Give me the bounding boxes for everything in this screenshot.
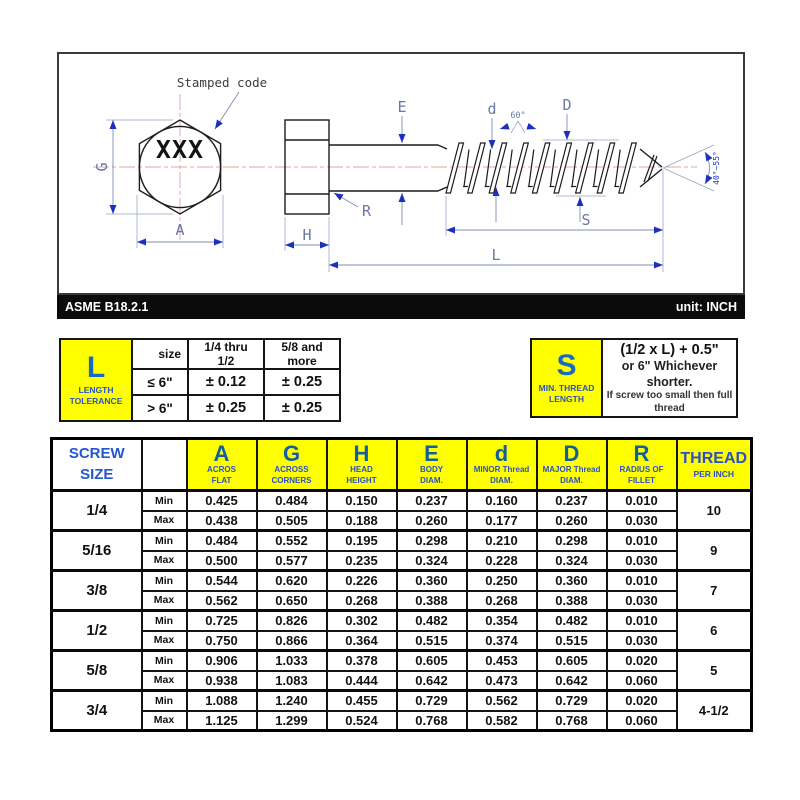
min-R: 0.010	[607, 571, 677, 591]
min-G: 0.552	[257, 531, 327, 551]
l-symbol: L	[86, 350, 106, 384]
min-G: 0.620	[257, 571, 327, 591]
spec-row-1/2-min	[52, 611, 752, 631]
r-dim-label: R	[362, 202, 372, 220]
column-header-d: d MINOR Thread DIAM.	[467, 439, 537, 491]
min-E: 0.482	[397, 611, 467, 631]
max-label: Max	[142, 631, 187, 651]
min-R: 0.010	[607, 491, 677, 511]
spec-row-3/8-max	[52, 591, 752, 611]
min-D: 0.729	[537, 691, 607, 711]
l-row2-val2: ± 0.25	[264, 395, 340, 421]
l-caption: LENGTH TOLERANCE	[69, 384, 123, 406]
min-label: Min	[142, 611, 187, 631]
stamped-code-label: Stamped code	[176, 75, 268, 90]
s-caption: MIN. THREAD LENGTH	[538, 382, 595, 404]
min-d: 0.160	[467, 491, 537, 511]
s-symbol-cell	[532, 340, 603, 416]
min-R: 0.010	[607, 611, 677, 631]
max-D: 0.260	[537, 511, 607, 531]
max-G: 0.650	[257, 591, 327, 611]
max-d: 0.268	[467, 591, 537, 611]
max-R: 0.030	[607, 511, 677, 531]
spec-table-body	[52, 491, 752, 731]
tpi-3/8: 7	[677, 571, 752, 611]
l-header-large: 5/8 and more	[264, 339, 340, 369]
l-header-size: size	[132, 339, 188, 369]
max-E: 0.768	[397, 711, 467, 731]
a-dim-label: A	[175, 221, 185, 239]
spec-row-3/4-max	[52, 711, 752, 731]
min-d: 0.250	[467, 571, 537, 591]
max-d: 0.374	[467, 631, 537, 651]
max-E: 0.515	[397, 631, 467, 651]
min-D: 0.237	[537, 491, 607, 511]
length-tolerance-table	[59, 338, 341, 422]
l-row1-val2: ± 0.25	[264, 369, 340, 395]
spec-row-1/4-min	[52, 491, 752, 511]
lag-screw-drawing	[59, 54, 743, 293]
max-A: 0.438	[187, 511, 257, 531]
column-header-E: E BODY DIAM.	[397, 439, 467, 491]
size-3/4: 3/4	[52, 691, 142, 731]
l-header-small: 1/4 thru 1/2	[188, 339, 264, 369]
max-D: 0.768	[537, 711, 607, 731]
spec-row-3/4-min	[52, 691, 752, 711]
min-A: 0.906	[187, 651, 257, 671]
max-D: 0.515	[537, 631, 607, 651]
min-A: 0.544	[187, 571, 257, 591]
l-row1-size: ≤ 6"	[132, 369, 188, 395]
max-H: 0.524	[327, 711, 397, 731]
min-G: 0.826	[257, 611, 327, 631]
e-dim-label: E	[397, 98, 407, 116]
spec-row-1/4-max	[52, 511, 752, 531]
min-label: Min	[142, 691, 187, 711]
max-D: 0.642	[537, 671, 607, 691]
max-label: Max	[142, 591, 187, 611]
min-D: 0.360	[537, 571, 607, 591]
min-E: 0.605	[397, 651, 467, 671]
s-formula-cell	[603, 340, 736, 416]
s-dim-label: S	[581, 211, 591, 229]
spec-row-5/16-min	[52, 531, 752, 551]
l-dim-label: L	[491, 246, 501, 264]
max-A: 0.938	[187, 671, 257, 691]
max-d: 0.228	[467, 551, 537, 571]
max-H: 0.444	[327, 671, 397, 691]
max-label: Max	[142, 671, 187, 691]
min-D: 0.605	[537, 651, 607, 671]
column-header-D: D MAJOR Thread DIAM.	[537, 439, 607, 491]
min-E: 0.298	[397, 531, 467, 551]
max-D: 0.324	[537, 551, 607, 571]
max-H: 0.235	[327, 551, 397, 571]
min-max-header-empty	[142, 439, 187, 491]
point-angle-label: 40°~55°	[712, 151, 721, 185]
stamped-code-leader	[215, 92, 239, 129]
s-formula: (1/2 x L) + 0.5"	[620, 341, 719, 358]
min-H: 0.226	[327, 571, 397, 591]
min-G: 1.033	[257, 651, 327, 671]
h-dim-label: H	[302, 226, 312, 244]
max-G: 1.083	[257, 671, 327, 691]
min-R: 0.020	[607, 651, 677, 671]
min-d: 0.562	[467, 691, 537, 711]
tpi-5/16: 9	[677, 531, 752, 571]
max-H: 0.268	[327, 591, 397, 611]
min-H: 0.302	[327, 611, 397, 631]
drawing-frame	[57, 52, 745, 295]
min-thread-length-box	[530, 338, 738, 418]
min-R: 0.010	[607, 531, 677, 551]
spec-row-5/16-max	[52, 551, 752, 571]
max-R: 0.030	[607, 591, 677, 611]
tpi-1/2: 6	[677, 611, 752, 651]
spec-row-3/8-min	[52, 571, 752, 591]
min-E: 0.237	[397, 491, 467, 511]
min-label: Min	[142, 491, 187, 511]
min-R: 0.020	[607, 691, 677, 711]
min-D: 0.298	[537, 531, 607, 551]
spec-header-row	[52, 439, 752, 491]
size-1/2: 1/2	[52, 611, 142, 651]
min-A: 0.484	[187, 531, 257, 551]
max-D: 0.388	[537, 591, 607, 611]
r-leader	[334, 193, 358, 207]
min-d: 0.210	[467, 531, 537, 551]
spec-row-5/8-max	[52, 671, 752, 691]
min-label: Min	[142, 571, 187, 591]
max-A: 1.125	[187, 711, 257, 731]
d-minor-dim-label: d	[487, 100, 497, 118]
s-symbol: S	[556, 348, 577, 382]
min-label: Min	[142, 651, 187, 671]
thread-per-inch-header: THREAD PER INCH	[677, 439, 752, 491]
max-R: 0.030	[607, 551, 677, 571]
min-A: 1.088	[187, 691, 257, 711]
min-D: 0.482	[537, 611, 607, 631]
min-G: 1.240	[257, 691, 327, 711]
spec-row-1/2-max	[52, 631, 752, 651]
min-A: 0.725	[187, 611, 257, 631]
column-header-G: G ACROSS CORNERS	[257, 439, 327, 491]
unit-label: unit: INCH	[675, 300, 737, 314]
thread-angle-label: 60°	[510, 111, 526, 121]
max-G: 0.866	[257, 631, 327, 651]
max-E: 0.642	[397, 671, 467, 691]
max-G: 0.577	[257, 551, 327, 571]
screw-size-header: SCREW SIZE	[52, 439, 142, 491]
min-H: 0.378	[327, 651, 397, 671]
size-5/16: 5/16	[52, 531, 142, 571]
min-E: 0.729	[397, 691, 467, 711]
max-A: 0.750	[187, 631, 257, 651]
min-G: 0.484	[257, 491, 327, 511]
column-header-H: H HEAD HEIGHT	[327, 439, 397, 491]
l-row1-val1: ± 0.12	[188, 369, 264, 395]
max-R: 0.030	[607, 631, 677, 651]
spec-row-5/8-min	[52, 651, 752, 671]
max-E: 0.388	[397, 591, 467, 611]
l-row2-val1: ± 0.25	[188, 395, 264, 421]
min-d: 0.354	[467, 611, 537, 631]
min-H: 0.150	[327, 491, 397, 511]
min-label: Min	[142, 531, 187, 551]
column-header-R: R RADIUS OF FILLET	[607, 439, 677, 491]
spec-table	[50, 437, 753, 732]
min-d: 0.453	[467, 651, 537, 671]
max-d: 0.177	[467, 511, 537, 531]
max-E: 0.260	[397, 511, 467, 531]
max-H: 0.188	[327, 511, 397, 531]
max-label: Max	[142, 551, 187, 571]
column-header-A: A ACROS FLAT	[187, 439, 257, 491]
max-G: 0.505	[257, 511, 327, 531]
min-H: 0.195	[327, 531, 397, 551]
max-A: 0.500	[187, 551, 257, 571]
d-major-dim-label: D	[562, 96, 572, 114]
title-bar	[57, 295, 745, 319]
max-label: Max	[142, 711, 187, 731]
l-symbol-cell	[60, 339, 132, 421]
tpi-1/4: 10	[677, 491, 752, 531]
s-note: If screw too small then full thread	[606, 390, 733, 414]
min-A: 0.425	[187, 491, 257, 511]
size-5/8: 5/8	[52, 651, 142, 691]
tpi-3/4: 4-1/2	[677, 691, 752, 731]
max-R: 0.060	[607, 711, 677, 731]
min-E: 0.360	[397, 571, 467, 591]
size-3/8: 3/8	[52, 571, 142, 611]
g-dim-label: G	[93, 162, 111, 172]
size-1/4: 1/4	[52, 491, 142, 531]
min-H: 0.455	[327, 691, 397, 711]
max-d: 0.582	[467, 711, 537, 731]
max-E: 0.324	[397, 551, 467, 571]
stamp-marking: XXX	[155, 135, 205, 164]
max-R: 0.060	[607, 671, 677, 691]
max-H: 0.364	[327, 631, 397, 651]
max-A: 0.562	[187, 591, 257, 611]
max-G: 1.299	[257, 711, 327, 731]
tpi-5/8: 5	[677, 651, 752, 691]
max-d: 0.473	[467, 671, 537, 691]
standard-label: ASME B18.2.1	[65, 300, 149, 314]
max-label: Max	[142, 511, 187, 531]
thread-profile	[446, 143, 636, 193]
l-row2-size: > 6"	[132, 395, 188, 421]
s-rule: or 6" Whichever shorter.	[621, 358, 718, 389]
